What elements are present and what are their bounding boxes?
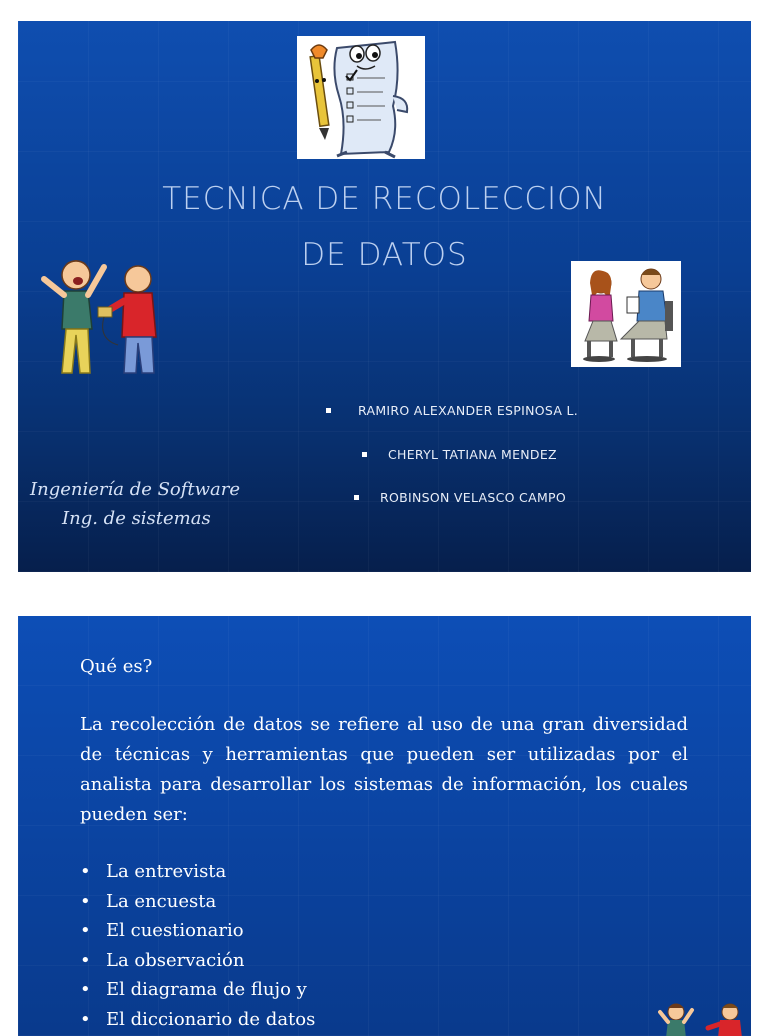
- list-item: • El cuestionario: [80, 920, 244, 941]
- slide-title: [18, 21, 751, 572]
- checklist-clipart: [297, 36, 425, 159]
- list-item: • El diagrama de flujo y: [80, 979, 307, 1000]
- author-name-2: CHERYL TATIANA MENDEZ: [388, 447, 557, 462]
- people-clipart-small: [658, 998, 748, 1036]
- program-subtitle: Ing. de sistemas: [62, 508, 211, 529]
- program-name: Ingeniería de Software: [30, 479, 241, 500]
- list-item: • El diccionario de datos: [80, 1008, 316, 1030]
- definition-paragraph: La recolección de datos se refiere al uso de una gran diversidad de técnicas y herramientas que pueden ser utilizadas por el analista para desarrollar los sistemas de información, los cuales pueden ser:: [80, 714, 688, 825]
- slide-definition: [18, 616, 751, 1036]
- list-item: • La observación: [80, 949, 245, 971]
- people-talking-clipart: [38, 249, 170, 379]
- list-item: • La encuesta: [80, 890, 217, 912]
- author-name-1: RAMIRO ALEXANDER ESPINOSA L.: [358, 403, 579, 418]
- author-name-3: ROBINSON VELASCO CAMPO: [380, 490, 567, 505]
- author-bullet-1: [326, 408, 331, 413]
- author-bullet-2: [362, 452, 367, 457]
- techniques-list: [80, 857, 315, 1034]
- author-bullet-3: [354, 495, 359, 500]
- interview-clipart: [571, 261, 681, 367]
- slide-title-line2: DE DATOS: [301, 237, 468, 273]
- section-heading: Qué es?: [80, 656, 153, 677]
- list-item: • La entrevista: [80, 861, 227, 882]
- slide-title-line1: TECNICA DE RECOLECCION: [162, 181, 607, 217]
